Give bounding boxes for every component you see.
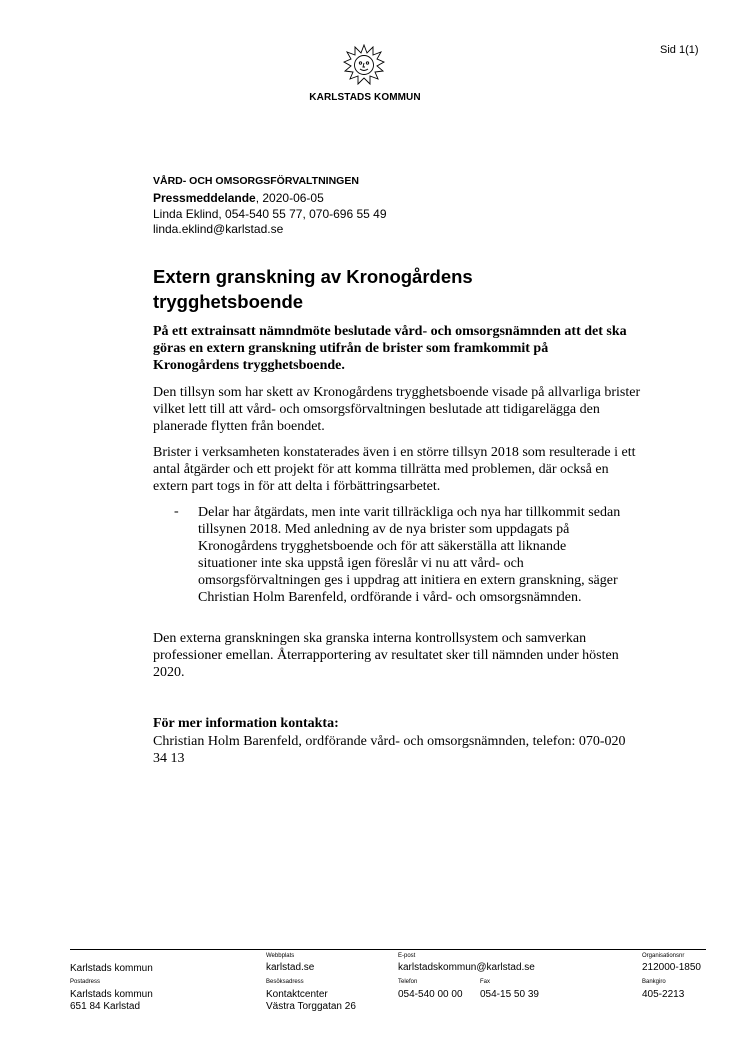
footer-org: Karlstads kommun [70,963,153,974]
lead-paragraph: På ett extrainsatt nämndmöte beslutade vård- och omsorgsnämnden att det ska göras en extern granskning utifrån de brister som framkommit på Kronogårdens trygghetsboende. [153,324,627,373]
footer-phone: 054-540 00 00 [398,989,463,1000]
footer-postal-line1: Karlstads kommun [70,989,153,1000]
footer-visit-line2: Västra Torggatan 26 [266,1001,356,1012]
footer-web-link[interactable]: karlstad.se [266,962,315,973]
contact-email: linda.eklind@karlstad.se [153,222,284,236]
footer-bankgiro: 405-2213 [642,989,685,1000]
footer-fax: 054-15 50 39 [480,989,539,1000]
org-name: KARLSTADS KOMMUN [309,92,421,103]
contact-line: Linda Eklind, 054-540 55 77, 070-696 55 49 [153,207,387,221]
headline: Extern granskning av Kronogårdens trygghetsboende [153,266,473,312]
more-info-text: Christian Holm Barenfeld, ordförande vård- och omsorgsnämnden, telefon: 070-020 34 13 [153,734,626,766]
footer-fax-label: Fax [480,979,491,985]
press-line [153,191,324,205]
more-info-heading: För mer information kontakta: [153,716,339,731]
footer-orgnr-label: Organisationsnr [642,953,685,959]
paragraph-2: Brister i verksamheten konstaterades även i en större tillsyn 2018 som resulterade i ett antal åtgärder och ett projekt för att komma tillrätta med problemen, där också en extern part togs in för att delta i förbättringsarbetet. [153,445,636,494]
quote-dash: - [174,504,179,519]
footer-email-link[interactable]: karlstadskommun@karlstad.se [398,962,535,973]
sun-face-icon [343,44,385,86]
footer-phone-label: Telefon [398,979,418,985]
footer-orgnr: 212000-1850 [642,962,701,973]
page-number: Sid 1(1) [660,44,699,56]
department: VÅRD- OCH OMSORGSFÖRVALTNINGEN [153,175,359,187]
footer-divider [70,949,706,950]
footer-web-label: Webbplats [266,953,295,959]
footer-postal-line2: 651 84 Karlstad [70,1001,141,1012]
footer-bankgiro-label: Bankgiro [642,979,666,985]
paragraph-3: Den externa granskningen ska granska interna kontrollsystem och samverkan professioner emellan. Återrapportering av resultatet sker till nämnden under hösten 2020. [153,631,619,680]
quote-paragraph: Delar har åtgärdats, men inte varit tillräckliga och nya har tillkommit sedan tillsynen 2018. Med anledning av de nya brister som uppdagats på Kronogårdens trygghetsboende och för att säkerställa att liknande situationer inte ska uppstå igen föreslår vi nu att vård- och omsorgsförvaltningen ges i uppdrag att initiera en extern granskning, säger Christian Holm Barenfeld, ordförande i vård- och omsorgsnämnden. [198,505,621,605]
paragraph-1: Den tillsyn som har skett av Kronogårdens trygghetsboende visade på allvarliga brister vilket lett till att vård- och omsorgsförvaltningen beslutade att tidigarelägga den planerade flytten från boendet. [153,385,641,434]
footer-email-label: E-post [398,953,416,959]
footer-postal-label: Postadress [70,979,101,985]
press-label: Pressmeddelande [153,191,256,205]
contact-block [153,207,387,237]
footer-visit-line1: Kontaktcenter [266,989,328,1000]
press-date: , 2020-06-05 [255,191,324,205]
footer-visit-label: Besöksadress [266,979,304,985]
